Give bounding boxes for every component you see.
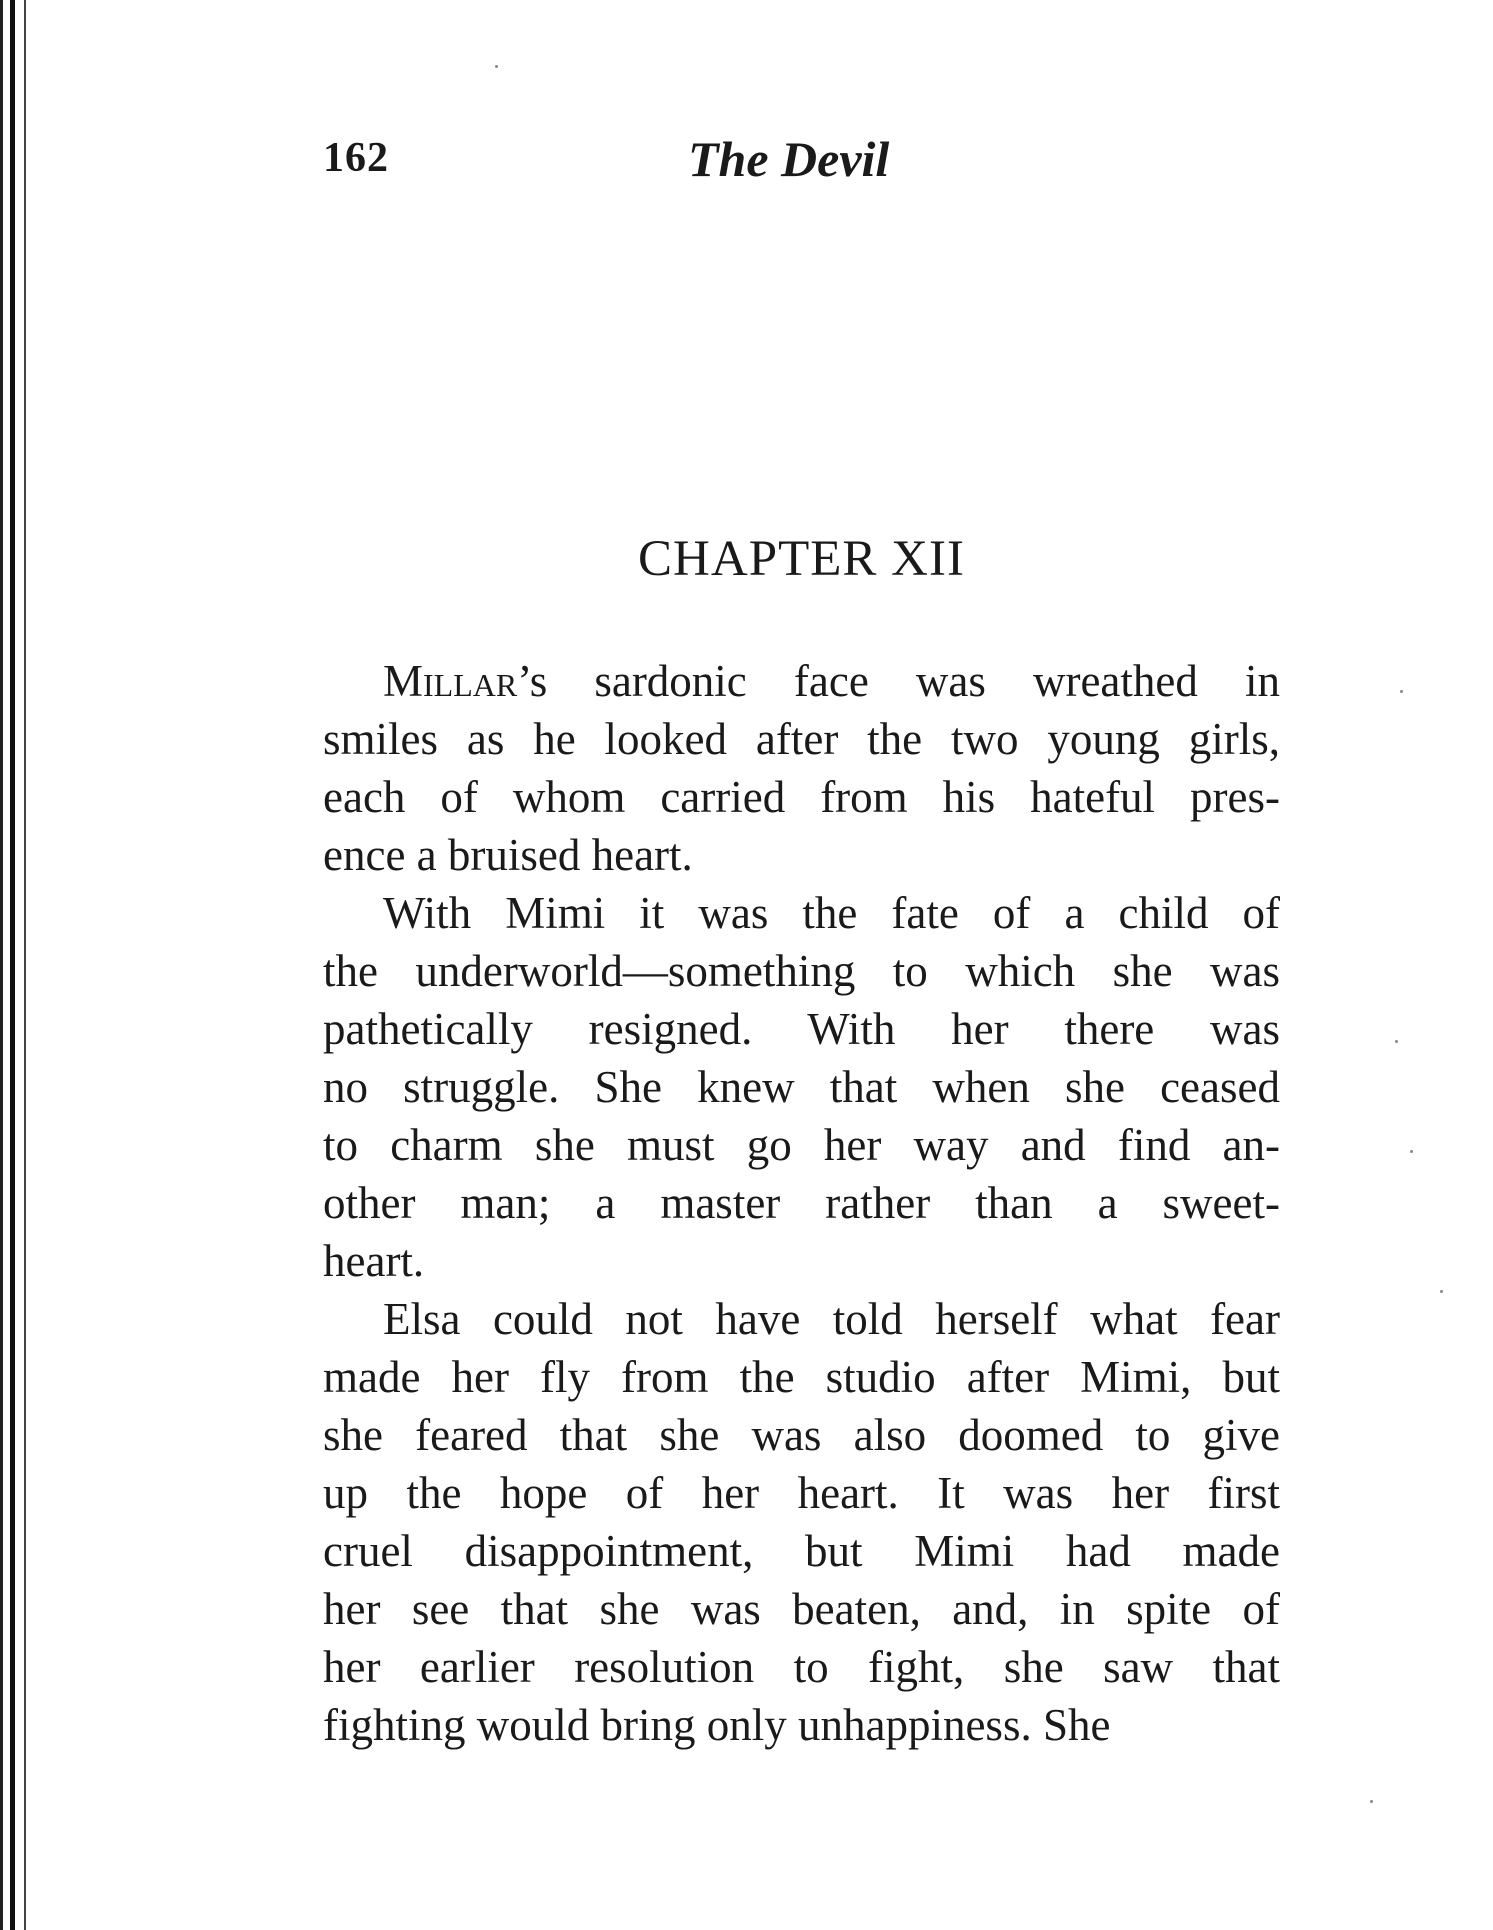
line-text: to charm she must go her way and find an- [323,1120,1280,1170]
line-text: she feared that she was also doomed to give [323,1410,1280,1460]
line-text: With Mimi it was the fate of a child of [383,888,1280,938]
text-line [323,826,1280,884]
scan-speck [1370,1800,1373,1803]
text-line [323,1638,1280,1696]
text-line [323,710,1280,768]
text-line [323,1348,1280,1406]
paragraph [323,1290,1280,1754]
scan-speck [495,65,498,68]
small-caps-lead: Millar [383,656,518,706]
scan-speck [1400,690,1403,693]
line-text: made her fly from the studio after Mimi, but [323,1352,1280,1402]
line-text: ’s sardonic face was wreathed in [517,656,1280,706]
binding-edge-line [10,0,15,1930]
body-text [323,652,1280,1754]
line-text: the underworld—something to which she was [323,946,1280,996]
text-line [323,1232,1280,1290]
text-line [323,1058,1280,1116]
line-text: smiles as he looked after the two young girls, [323,714,1280,764]
line-text: fighting would bring only unhappiness. She [323,1700,1111,1750]
text-line [323,1406,1280,1464]
line-text: no struggle. She knew that when she ceased [323,1062,1280,1112]
binding-edge-line [24,0,26,1930]
scan-speck [1410,1150,1413,1153]
text-line [323,1000,1280,1058]
text-line [323,1464,1280,1522]
line-text: up the hope of her heart. It was her first [323,1468,1280,1518]
page-number: 162 [323,135,389,181]
line-text: ence a bruised heart. [323,830,693,880]
running-title: The Devil [688,131,890,187]
text-line [323,1290,1280,1348]
running-head [323,130,923,190]
line-text: other man; a master rather than a sweet- [323,1178,1280,1228]
text-line [323,884,1280,942]
line-text: pathetically resigned. With her there was [323,1004,1280,1054]
text-line [323,1174,1280,1232]
line-text: each of whom carried from his hateful pres- [323,772,1280,822]
text-line [323,1116,1280,1174]
text-line [323,652,1280,710]
chapter-title: CHAPTER XII [638,531,965,587]
text-line [323,768,1280,826]
scan-speck [1440,1290,1443,1293]
text-line [323,1522,1280,1580]
text-line [323,942,1280,1000]
paragraph [323,652,1280,884]
line-text: cruel disappointment, but Mimi had made [323,1526,1280,1576]
line-text: her earlier resolution to fight, she saw that [323,1642,1280,1692]
paragraph [323,884,1280,1290]
line-text: heart. [323,1236,425,1286]
line-text: her see that she was beaten, and, in spite of [323,1584,1280,1634]
text-line [323,1580,1280,1638]
line-text: Elsa could not have told herself what fear [383,1294,1280,1344]
scan-speck [1395,1040,1398,1043]
binding-edge-line [0,0,3,1930]
text-line [323,1696,1280,1754]
